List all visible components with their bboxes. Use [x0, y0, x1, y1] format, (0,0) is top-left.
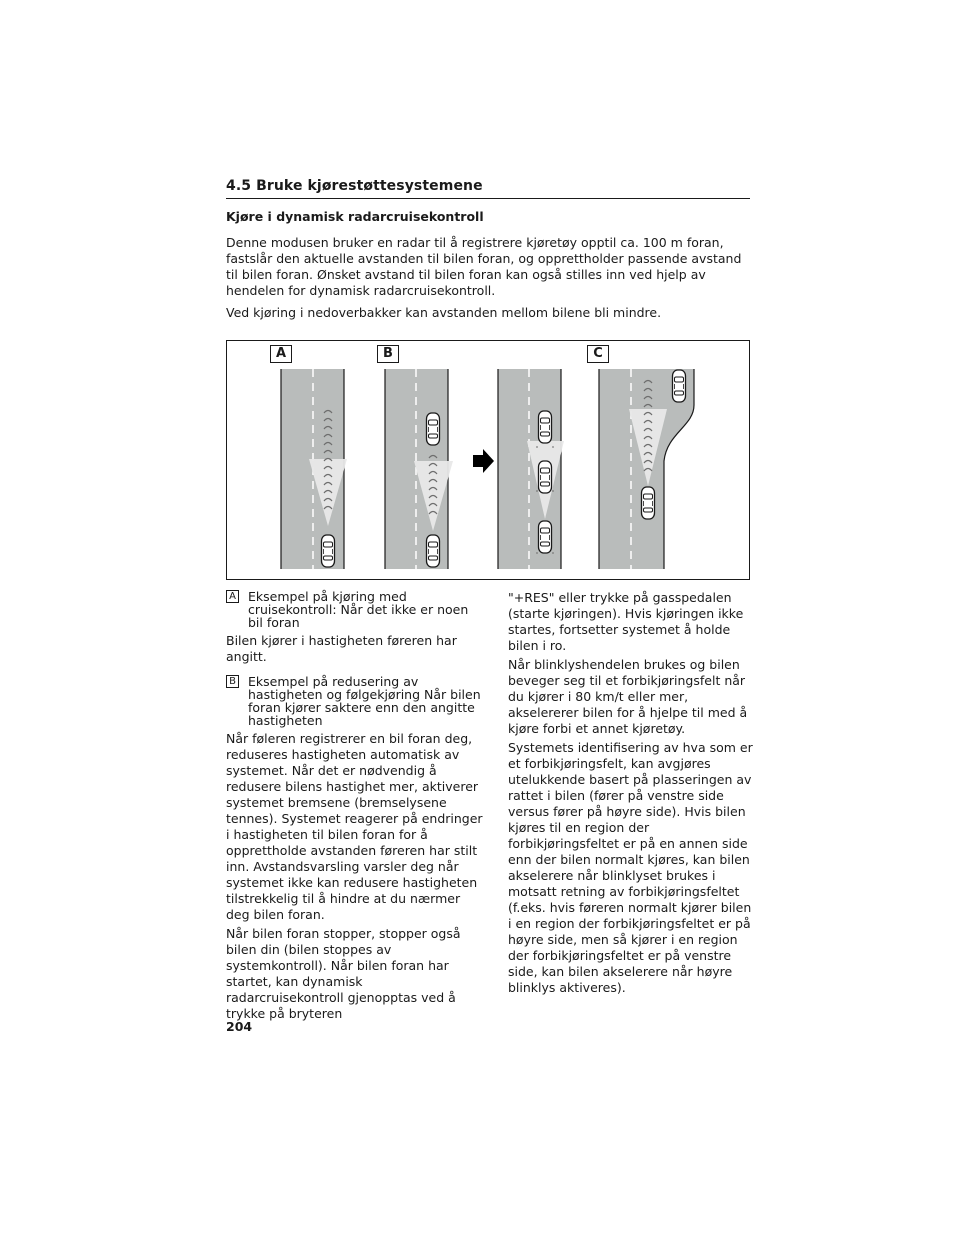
intro-paragraph-2: Ved kjøring i nedoverbakker kan avstanden mellom bilene bli mindre. — [226, 305, 662, 320]
radar-cruise-figure — [226, 340, 750, 580]
paragraph-r2: Når blinklyshendelen brukes og bilen beveger seg til et forbikjøringsfelt når du kjører i 80 km/t eller mer, akselererer bilen for å hjelpe til med å kjøre forbi et annet kjøretøy. — [508, 657, 748, 736]
section-title: 4.5 Bruke kjørestøttesystemene — [226, 178, 483, 194]
panel-c-road — [599, 369, 694, 569]
car-icon — [642, 487, 655, 519]
paragraph-b2: Når bilen foran stopper, stopper også bilen din (bilen stoppes av systemkontroll). Når bilen foran har startet, kan dynamisk radarcruisekontroll gjenopptas ved å trykke på bryteren — [226, 926, 461, 1021]
car-icon — [427, 413, 440, 445]
car-icon — [539, 411, 552, 443]
subsection-title: Kjøre i dynamisk radarcruisekontroll — [226, 209, 484, 224]
legend-item-a — [226, 590, 484, 629]
section-divider — [226, 198, 750, 199]
legend-text-a: Eksempel på kjøring med cruisekontroll: Når det ikke er noen bil foran — [248, 589, 469, 630]
legend-key-b: B — [226, 675, 239, 688]
legend-item-b — [226, 675, 484, 727]
legend-key-a: A — [226, 590, 239, 603]
panel-a-road — [281, 369, 347, 569]
panel-b2-road — [498, 369, 564, 569]
car-icon — [322, 535, 335, 567]
right-column — [508, 590, 756, 998]
arrow-right-icon — [473, 449, 494, 473]
paragraph-a: Bilen kjører i hastigheten føreren har angitt. — [226, 633, 457, 664]
page-number: 204 — [226, 1019, 253, 1034]
car-icon — [673, 370, 686, 402]
figure-label-c: C — [587, 345, 609, 363]
car-icon — [427, 535, 440, 567]
paragraph-b1: Når føleren registrerer en bil foran deg, reduseres hastigheten automatisk av systemet. Når det er nødvendig å redusere bilens hastighet mer, aktiverer systemet bremsene (bremselysene tennes). Systemet reagerer på endringer i hastigheten til bilen foran for å opprettholde avstanden føreren har stilt inn. Avstandsvarsling varsler deg når systemet ikke kan redusere hastigheten tilstrekkelig til å hindre at du nærmer deg bilen foran. — [226, 731, 483, 922]
legend-text-b: Eksempel på redusering av hastigheten og følgekjøring Når bilen foran kjører saktere enn den angitte hastigheten — [248, 674, 481, 728]
panel-b-road — [385, 369, 453, 569]
paragraph-r1: "+RES" eller trykke på gasspedalen (starte kjøringen). Hvis kjøringen ikke startes, fortsetter systemet å holde bilen i ro. — [508, 590, 744, 653]
figure-label-b: B — [377, 345, 399, 363]
intro-paragraph-1: Denne modusen bruker en radar til å registrere kjøretøy opptil ca. 100 m foran, fastslår den aktuelle avstanden til bilen foran, og opprettholder passende avstand til bilen foran. Ønsket avstand til bilen foran kan også stilles inn ved hjelp av hendelen for dynamisk radarcruisekontroll. — [226, 235, 742, 298]
figure-illustration — [227, 341, 749, 579]
left-column — [226, 590, 484, 1024]
paragraph-r3: Systemets identifisering av hva som er et forbikjøringsfelt, kan avgjøres utelukkende basert på plasseringen av rattet i bilen (fører på venstre side versus fører på høyre side). Hvis bilen kjøres til en region der forbikjøringsfeltet er på en annen side enn der bilen normalt kjøres, kan bilen akselerere når blinklyset brukes i motsatt retning av forbikjøringsfeltet (f.eks. hvis føreren normalt kjører bilen i en region der forbikjøringsfeltet er på høyre side, men så kjører i en region der forbikjøringsfeltet er på venstre side, kan bilen akselerere når høyre blinklys aktiveres). — [508, 740, 753, 995]
car-icon — [539, 461, 552, 493]
car-icon — [539, 521, 552, 553]
figure-label-a: A — [270, 345, 292, 363]
